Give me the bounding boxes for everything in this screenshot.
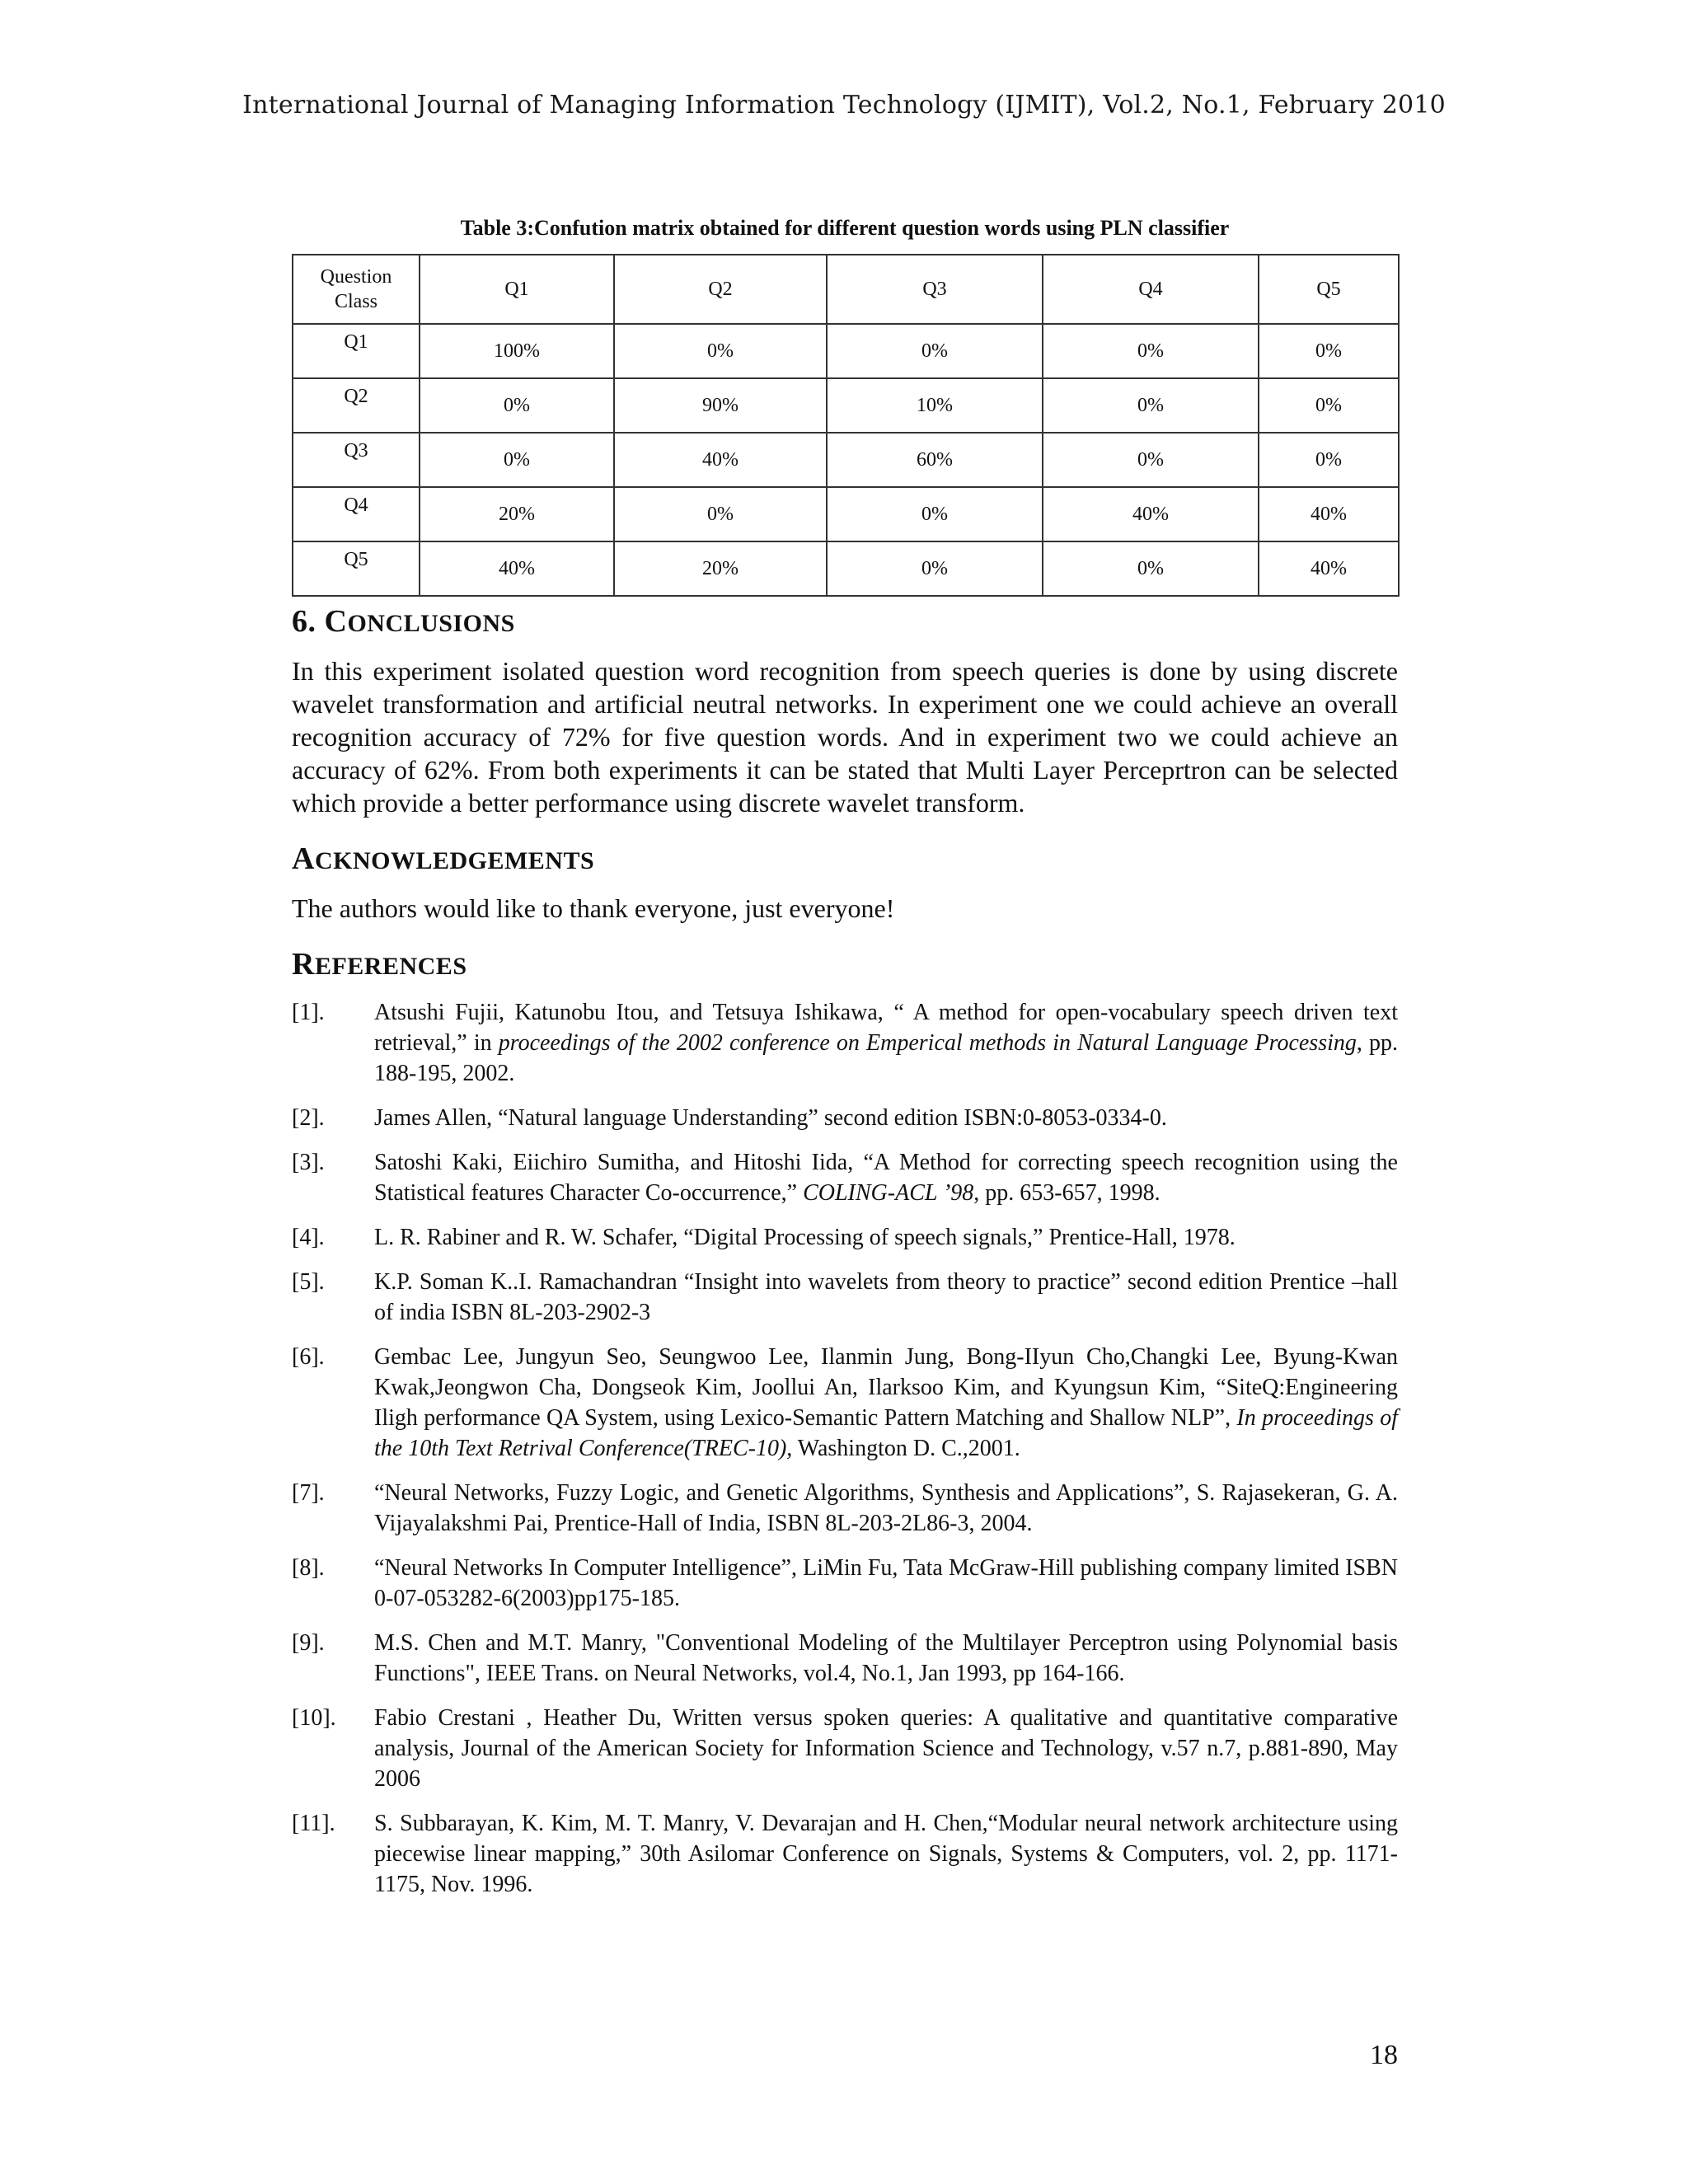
reference-text: Satoshi Kaki, Eiichiro Sumitha, and Hitoshi Iida, “A Method for correcting speech recognition using the Statistical features Character Co-occurrence,” COLING-ACL ’98, pp. 653-657, 1998. [374,1150,1398,1206]
running-header: International Journal of Managing Information Technology (IJMIT), Vol.2, No.1, February 2010 [242,91,1446,120]
table-cell: 0% [827,541,1043,596]
column-header: Q1 [420,255,614,324]
row-header: Q5 [293,541,420,596]
table-row [293,433,1399,487]
table-cell: 40% [1043,487,1259,541]
column-header: Q2 [614,255,827,324]
table-cell: 0% [1043,433,1259,487]
reference-item [292,1342,1398,1464]
reference-number: [1]. [292,1000,325,1025]
reference-list [292,997,1398,1900]
reference-number: [4]. [292,1225,325,1250]
table-row [293,378,1399,433]
corner-header-line1: Question [320,266,392,288]
table-cell: 0% [1259,324,1399,378]
page-number: 18 [1370,2040,1398,2070]
table-cell: 0% [827,324,1043,378]
table-cell: 100% [420,324,614,378]
table-cell: 0% [827,487,1043,541]
reference-item [292,1628,1398,1689]
reference-number: [7]. [292,1480,325,1506]
table-cell: 40% [420,541,614,596]
reference-text: M.S. Chen and M.T. Manry, "Conventional Modeling of the Multilayer Perceptron using Polynomial basis Functions", IEEE Trans. on Neural Networks, vol.4, No.1, Jan 1993, pp 164-166. [374,1630,1398,1686]
reference-item [292,1553,1398,1614]
reference-item [292,1267,1398,1328]
table-cell: 40% [1259,541,1399,596]
column-header: Q3 [827,255,1043,324]
acknowledgements-paragraph: The authors would like to thank everyone, just everyone! [292,893,895,923]
column-header: Q4 [1043,255,1259,324]
table-cell: 10% [827,378,1043,433]
reference-item [292,1478,1398,1539]
reference-item [292,1103,1398,1133]
reference-number: [6]. [292,1344,325,1370]
table-row [293,541,1399,596]
table-cell: 20% [420,487,614,541]
reference-number: [3]. [292,1150,325,1175]
row-header: Q4 [293,487,420,541]
column-header: Q5 [1259,255,1399,324]
reference-text: L. R. Rabiner and R. W. Schafer, “Digital Processing of speech signals,” Prentice-Hall, 1978. [374,1225,1236,1250]
reference-item [292,1808,1398,1900]
references-heading: REFERENCES [292,947,467,982]
table-caption: Table 3:Confution matrix obtained for different question words using PLN classifier [460,216,1230,240]
table-cell: 0% [614,324,827,378]
reference-text: Gembac Lee, Jungyun Seo, Seungwoo Lee, Ilanmin Jung, Bong-IIyun Cho,Changki Lee, Byung-Kwan Kwak,Jeongwon Cha, Dongseok Kim, Joollui An, Ilarksoo Kim, and Kyungsun Kim, “SiteQ:Engineering Iligh performance QA System, using Lexico-Semantic Pattern Matching and Shallow NLP”, In proceedings of the 10th Text Retrival Conference(TREC-10), Washington D. C.,2001. [374,1344,1399,1461]
conclusions-heading: 6. CONCLUSIONS [292,604,515,639]
table-cell: 0% [1259,378,1399,433]
reference-text: James Allen, “Natural language Understanding” second edition ISBN:0-8053-0334-0. [374,1105,1167,1131]
reference-number: [2]. [292,1105,325,1131]
table-cell: 0% [1043,541,1259,596]
corner-header-line2: Class [334,291,377,312]
row-header: Q1 [293,324,420,378]
reference-text: K.P. Soman K..I. Ramachandran “Insight into wavelets from theory to practice” second edition Prentice –hall of india ISBN 8L-203-2902-3 [374,1269,1398,1325]
reference-text: “Neural Networks In Computer Intelligence”, LiMin Fu, Tata McGraw-Hill publishing company limited ISBN 0-07-053282-6(2003)pp175-185. [374,1555,1398,1611]
table-cell: 0% [1043,324,1259,378]
conclusions-paragraph: In this experiment isolated question word recognition from speech queries is done by using discrete wavelet transformation and artificial neutral networks. In experiment one we could achieve an overall recognition accuracy of 72% for five question words. And in experiment two we could achieve an accuracy of 62%. From both experiments it can be stated that Multi Layer Perceprtron can be selected which provide a better performance using discrete wavelet transform. [292,656,1398,818]
table-cell: 0% [420,378,614,433]
reference-number: [11]. [292,1811,335,1836]
corner-header-cell [293,255,420,324]
reference-item [292,1703,1398,1794]
reference-item [292,1147,1398,1208]
table-row [293,324,1399,378]
table-cell: 0% [614,487,827,541]
table-cell: 40% [614,433,827,487]
reference-item [292,997,1398,1089]
table-cell: 40% [1259,487,1399,541]
table-cell: 90% [614,378,827,433]
reference-number: [10]. [292,1705,336,1731]
reference-text: “Neural Networks, Fuzzy Logic, and Genetic Algorithms, Synthesis and Applications”, S. Rajasekeran, G. A. Vijayalakshmi Pai, Prentice-Hall of India, ISBN 8L-203-2L86-3, 2004. [374,1480,1398,1536]
row-header: Q3 [293,433,420,487]
row-header: Q2 [293,378,420,433]
reference-text: Fabio Crestani , Heather Du, Written versus spoken queries: A qualitative and quantitative comparative analysis, Journal of the American Society for Information Science and Technology, v.57 n.7, p.881-890, May 2006 [374,1705,1398,1792]
confusion-matrix-table [292,254,1400,597]
table-header-row [293,255,1399,324]
reference-number: [9]. [292,1630,325,1656]
acknowledgements-heading: ACKNOWLEDGEMENTS [292,841,595,876]
reference-number: [5]. [292,1269,325,1295]
reference-text: Atsushi Fujii, Katunobu Itou, and Tetsuya Ishikawa, “ A method for open-vocabulary speech driven text retrieval,” in proceedings of the 2002 conference on Emperical methods in Natural Language Processing, pp. 188-195, 2002. [374,1000,1398,1086]
page-content [292,216,1398,1914]
table-cell: 20% [614,541,827,596]
table-cell: 0% [420,433,614,487]
reference-number: [8]. [292,1555,325,1581]
table-cell: 0% [1043,378,1259,433]
reference-text: S. Subbarayan, K. Kim, M. T. Manry, V. Devarajan and H. Chen,“Modular neural network architecture using piecewise linear mapping,” 30th Asilomar Conference on Signals, Systems & Computers, vol. 2, pp. 1171-1175, Nov. 1996. [374,1811,1398,1897]
table-cell: 60% [827,433,1043,487]
reference-item [292,1222,1398,1253]
table-row [293,487,1399,541]
table-cell: 0% [1259,433,1399,487]
